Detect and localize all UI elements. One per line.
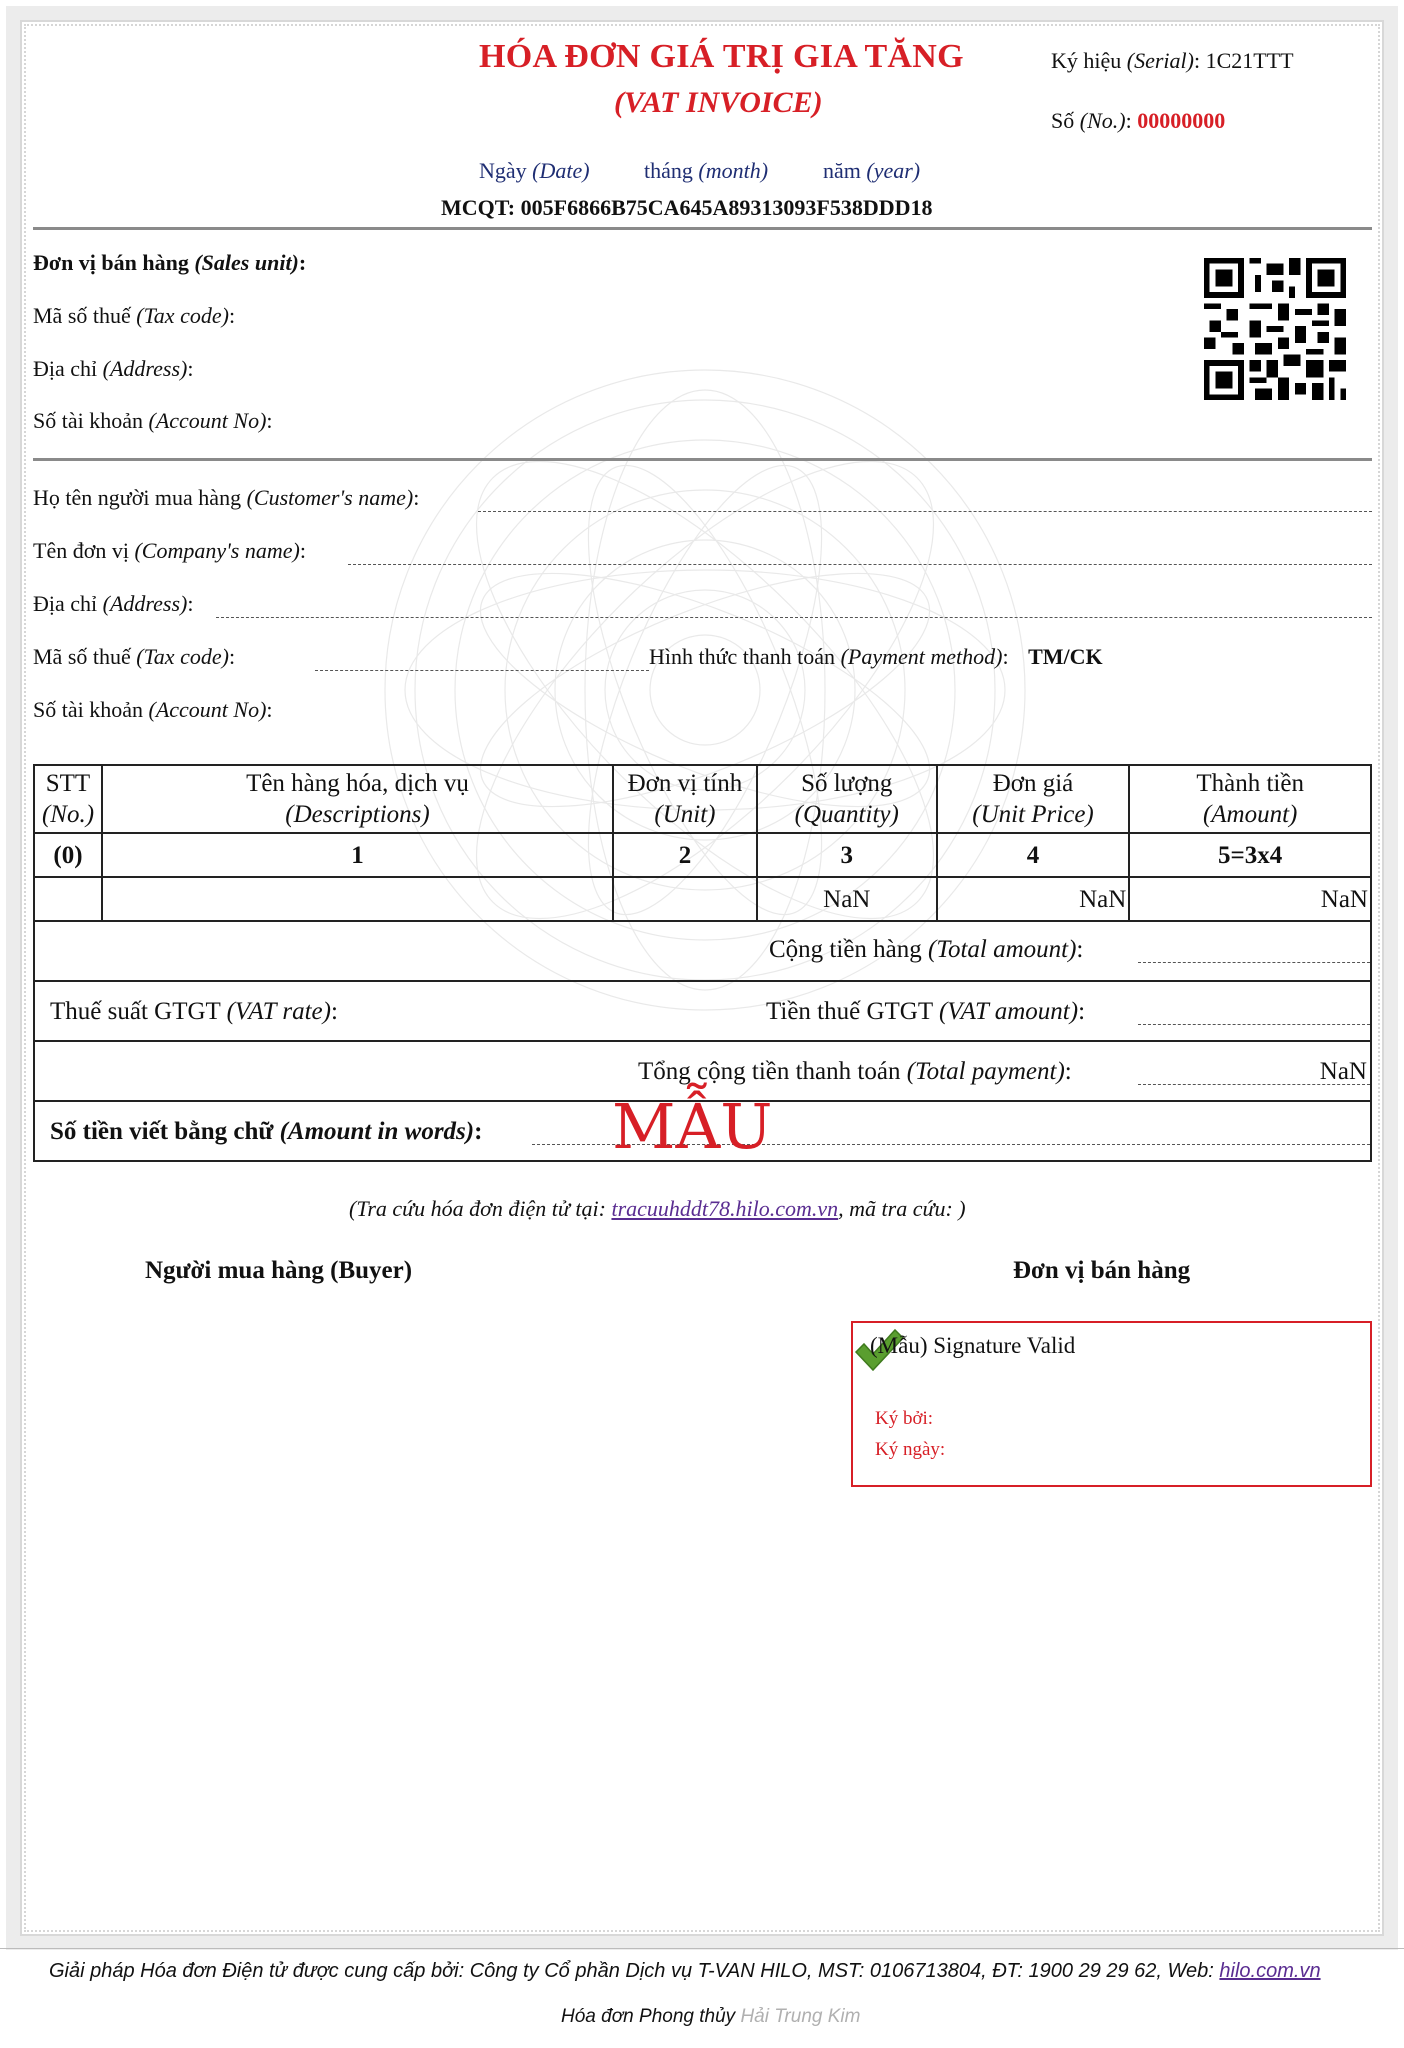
date-month-label-en: (month) bbox=[698, 158, 769, 183]
date-year bbox=[823, 158, 920, 184]
number-colon: : bbox=[1125, 108, 1132, 133]
header-description-en: (Descriptions) bbox=[285, 801, 430, 828]
seller-account-label: Số tài khoản bbox=[33, 408, 143, 433]
invoice-title-en: (VAT INVOICE) bbox=[614, 86, 823, 119]
seller-tax-label: Mã số thuế bbox=[33, 303, 131, 328]
seller-tax-colon: : bbox=[228, 303, 236, 328]
lookup-link[interactable]: tracuuhddt78.hilo.com.vn bbox=[611, 1196, 839, 1221]
table-row bbox=[34, 877, 1371, 921]
header-description-vi: Tên hàng hóa, dịch vụ bbox=[246, 770, 469, 797]
index-cell: 5=3x4 bbox=[1129, 833, 1371, 877]
date-day-label: Ngày bbox=[479, 158, 527, 183]
header-unit-en: (Unit) bbox=[654, 801, 716, 828]
signature-valid-text: (Mẫu) Signature Valid bbox=[870, 1333, 1076, 1358]
buyer-tax-label-en: (Tax code) bbox=[136, 644, 229, 669]
provider-website-link[interactable]: hilo.com.vn bbox=[1219, 1960, 1321, 1982]
table-index-row bbox=[34, 833, 1371, 877]
payment-method-label: Hình thức thanh toán bbox=[649, 644, 836, 669]
seller-account-colon: : bbox=[266, 408, 273, 433]
buyer-tax-colon: : bbox=[228, 644, 236, 669]
lookup-suffix: , mã tra cứu: ) bbox=[838, 1196, 966, 1221]
payment-method-label-en: (Payment method) bbox=[840, 644, 1003, 669]
fengshui-footer bbox=[561, 2006, 860, 2028]
amount-in-words-label-en: (Amount in words) bbox=[279, 1118, 475, 1145]
header-quantity-en: (Quantity) bbox=[794, 801, 899, 828]
seller-address bbox=[33, 356, 194, 382]
header-no-vi: STT bbox=[45, 770, 91, 797]
total-amount-field bbox=[1138, 962, 1370, 963]
buyer-address-label: Địa chỉ bbox=[33, 591, 98, 616]
vat-amount-label: Tiền thuế GTGT bbox=[766, 998, 933, 1025]
divider-top bbox=[33, 227, 1372, 230]
buyer-company-colon: : bbox=[299, 538, 306, 563]
number-line bbox=[1051, 108, 1225, 134]
buyer-name-colon: : bbox=[413, 485, 420, 510]
buyer-account-label-en: (Account No) bbox=[148, 697, 267, 722]
vat-amount-colon: : bbox=[1078, 998, 1086, 1025]
total-payment-colon: : bbox=[1064, 1058, 1072, 1085]
header-quantity bbox=[757, 765, 937, 833]
buyer-address-colon: : bbox=[187, 591, 194, 616]
amount-in-words-label-group bbox=[50, 1116, 482, 1147]
invoice-title: HÓA ĐƠN GIÁ TRỊ GIA TĂNG bbox=[479, 38, 964, 75]
header-unit-price bbox=[937, 765, 1130, 833]
cell-quantity: NaN bbox=[757, 877, 937, 921]
vat-rate-group bbox=[50, 996, 338, 1027]
seller-unit-label: Đơn vị bán hàng bbox=[33, 250, 189, 275]
vat-amount-group bbox=[766, 996, 1085, 1027]
total-amount-label-en: (Total amount) bbox=[928, 936, 1077, 963]
buyer-signature-title: Người mua hàng (Buyer) bbox=[145, 1257, 413, 1284]
buyer-tax-code bbox=[33, 644, 235, 670]
header-unit-vi: Đơn vị tính bbox=[627, 770, 743, 797]
fengshui-element: Hải Trung Kim bbox=[740, 2006, 861, 2027]
total-amount-row bbox=[34, 921, 1371, 981]
seller-unit-colon: : bbox=[298, 250, 307, 275]
cell-unit bbox=[613, 877, 757, 921]
cell-unit-price: NaN bbox=[937, 877, 1130, 921]
amount-in-words-colon: : bbox=[474, 1118, 483, 1145]
header-amount-vi: Thành tiền bbox=[1196, 770, 1304, 797]
serial-label-en: (Serial) bbox=[1126, 48, 1194, 73]
payment-method bbox=[649, 644, 1103, 670]
vat-amount-label-en: (VAT amount) bbox=[938, 998, 1079, 1025]
total-amount-colon: : bbox=[1076, 936, 1084, 963]
header-amount-en: (Amount) bbox=[1202, 801, 1298, 828]
total-amount-label-group bbox=[769, 934, 1083, 965]
date-year-label-en: (year) bbox=[866, 158, 921, 183]
buyer-address-label-en: (Address) bbox=[102, 591, 188, 616]
vat-rate-label-en: (VAT rate) bbox=[226, 998, 331, 1025]
buyer-company-field bbox=[348, 564, 1372, 565]
seller-unit bbox=[33, 250, 306, 276]
total-payment-value: NaN bbox=[1319, 1058, 1367, 1085]
buyer-tax-label: Mã số thuế bbox=[33, 644, 131, 669]
total-amount-cell bbox=[34, 921, 1371, 981]
serial-value: : 1C21TTT bbox=[1193, 48, 1294, 73]
qr-code-icon bbox=[1204, 258, 1346, 400]
index-cell: 2 bbox=[613, 833, 757, 877]
date-month-label: tháng bbox=[644, 158, 693, 183]
seller-unit-label-en: (Sales unit) bbox=[194, 250, 299, 275]
date-day bbox=[479, 158, 590, 184]
seller-tax-code bbox=[33, 303, 235, 329]
buyer-company-label-en: (Company's name) bbox=[134, 538, 300, 563]
payment-method-colon: : bbox=[1002, 644, 1009, 669]
buyer-name-label-en: (Customer's name) bbox=[246, 485, 414, 510]
header-unit-price-en: (Unit Price) bbox=[972, 801, 1094, 828]
tax-authority-code: MCQT: 005F6866B75CA645A89313093F538DDD18 bbox=[441, 195, 933, 220]
signed-by-label: Ký bởi: bbox=[875, 1408, 934, 1429]
serial-line bbox=[1051, 48, 1294, 74]
lookup-prefix: (Tra cứu hóa đơn điện tử tại: bbox=[349, 1196, 612, 1221]
seller-address-colon: : bbox=[187, 356, 194, 381]
header-no bbox=[34, 765, 102, 833]
buyer-account bbox=[33, 697, 273, 723]
seller-signature-title: Đơn vị bán hàng bbox=[1013, 1257, 1191, 1284]
invoice-number: 00000000 bbox=[1137, 108, 1226, 133]
index-cell: (0) bbox=[34, 833, 102, 877]
index-cell: 3 bbox=[757, 833, 937, 877]
total-payment-label: Tổng cộng tiền thanh toán bbox=[638, 1058, 901, 1085]
vat-rate-label: Thuế suất GTGT bbox=[50, 998, 221, 1025]
total-payment-label-group bbox=[638, 1056, 1072, 1087]
index-cell: 1 bbox=[102, 833, 613, 877]
provider-footer-text: Giải pháp Hóa đơn Điện tử được cung cấp bởi: Công ty Cổ phần Dịch vụ T-VAN HILO, MST: 0106713804, ĐT: 1900 29 29 62, Web: bbox=[49, 1960, 1220, 1982]
buyer-tax-field bbox=[315, 670, 649, 671]
footer-divider bbox=[0, 1948, 1404, 1949]
date-month bbox=[644, 158, 768, 184]
date-day-label-en: (Date) bbox=[532, 158, 590, 183]
seller-address-label-en: (Address) bbox=[102, 356, 188, 381]
total-payment-label-en: (Total payment) bbox=[906, 1058, 1065, 1085]
cell-amount: NaN bbox=[1129, 877, 1371, 921]
index-cell: 4 bbox=[937, 833, 1130, 877]
buyer-account-label: Số tài khoản bbox=[33, 697, 143, 722]
divider-seller-buyer bbox=[33, 458, 1372, 461]
seller-tax-label-en: (Tax code) bbox=[136, 303, 229, 328]
seller-address-label: Địa chỉ bbox=[33, 356, 98, 381]
vat-cell bbox=[34, 981, 1371, 1041]
payment-method-value: TM/CK bbox=[1028, 644, 1103, 669]
signed-date-label: Ký ngày: bbox=[875, 1439, 946, 1460]
vat-rate-colon: : bbox=[330, 998, 338, 1025]
vat-amount-field bbox=[1138, 1024, 1370, 1025]
cell-no bbox=[34, 877, 102, 921]
header-unit bbox=[613, 765, 757, 833]
vat-row bbox=[34, 981, 1371, 1041]
buyer-name-field bbox=[478, 511, 1372, 512]
buyer-address bbox=[33, 591, 194, 617]
lookup-line bbox=[349, 1196, 966, 1222]
buyer-account-colon: : bbox=[266, 697, 273, 722]
number-label: Số bbox=[1051, 108, 1075, 133]
number-label-en: (No.) bbox=[1079, 108, 1126, 133]
buyer-company-label: Tên đơn vị bbox=[33, 538, 129, 563]
buyer-address-field bbox=[216, 617, 1372, 618]
header-amount bbox=[1129, 765, 1371, 833]
fengshui-footer-text: Hóa đơn Phong thủy bbox=[561, 2006, 741, 2027]
seller-account bbox=[33, 408, 273, 434]
amount-in-words-label: Số tiền viết bằng chữ bbox=[50, 1118, 274, 1145]
buyer-name bbox=[33, 485, 419, 511]
header-unit-price-vi: Đơn giá bbox=[992, 770, 1074, 797]
serial-label: Ký hiệu bbox=[1051, 48, 1122, 73]
table-header-row bbox=[34, 765, 1371, 833]
seller-account-label-en: (Account No) bbox=[148, 408, 267, 433]
buyer-name-label: Họ tên người mua hàng bbox=[33, 485, 242, 510]
sample-watermark: MẪU bbox=[612, 1090, 773, 1163]
provider-footer bbox=[49, 1960, 1321, 1983]
header-description bbox=[102, 765, 613, 833]
cell-description bbox=[102, 877, 613, 921]
total-amount-label: Cộng tiền hàng bbox=[769, 936, 922, 963]
header-no-en: (No.) bbox=[41, 801, 95, 828]
date-year-label: năm bbox=[823, 158, 861, 183]
header-quantity-vi: Số lượng bbox=[801, 770, 893, 797]
buyer-company bbox=[33, 538, 306, 564]
